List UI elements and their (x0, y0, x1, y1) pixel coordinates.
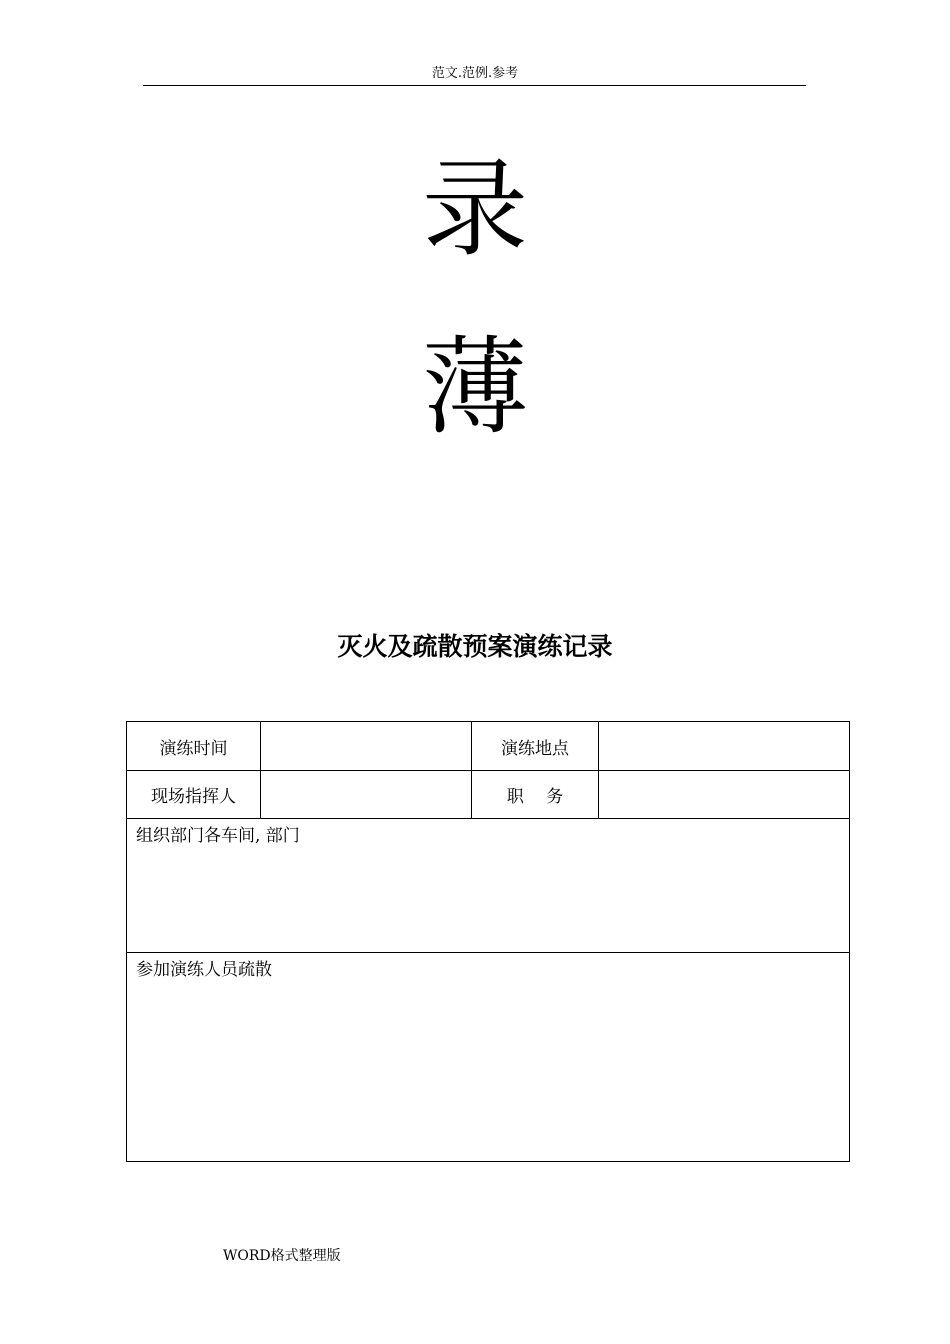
cover-character-1: 录 (422, 148, 528, 271)
drill-time-label: 演练时间 (127, 722, 261, 771)
drill-location-label: 演练地点 (472, 722, 599, 771)
cover-character-2: 薄 (422, 326, 528, 449)
drill-time-value[interactable] (261, 722, 472, 771)
page-footer: WORD格式整理版 (223, 1248, 341, 1264)
form-row-organizing-departments (127, 819, 850, 953)
organizing-departments-label: 组织部门各车间, 部门 (136, 826, 300, 846)
form-row-participants (127, 953, 850, 1162)
drill-record-form (126, 721, 850, 1162)
participants-field[interactable] (127, 953, 850, 1162)
page-header: 范文.范例.参考 (431, 66, 519, 81)
drill-location-value[interactable] (599, 722, 850, 771)
position-value[interactable] (599, 771, 850, 819)
commander-value[interactable] (261, 771, 472, 819)
header-rule (143, 85, 806, 86)
organizing-departments-field[interactable] (127, 819, 850, 953)
document-title: 灭火及疏散预案演练记录 (337, 632, 613, 661)
position-label: 职 务 (472, 771, 599, 819)
commander-label: 现场指挥人 (127, 771, 261, 819)
form-row-commander-position (127, 771, 850, 819)
participants-label: 参加演练人员疏散 (136, 960, 272, 980)
form-row-time-location (127, 722, 850, 771)
